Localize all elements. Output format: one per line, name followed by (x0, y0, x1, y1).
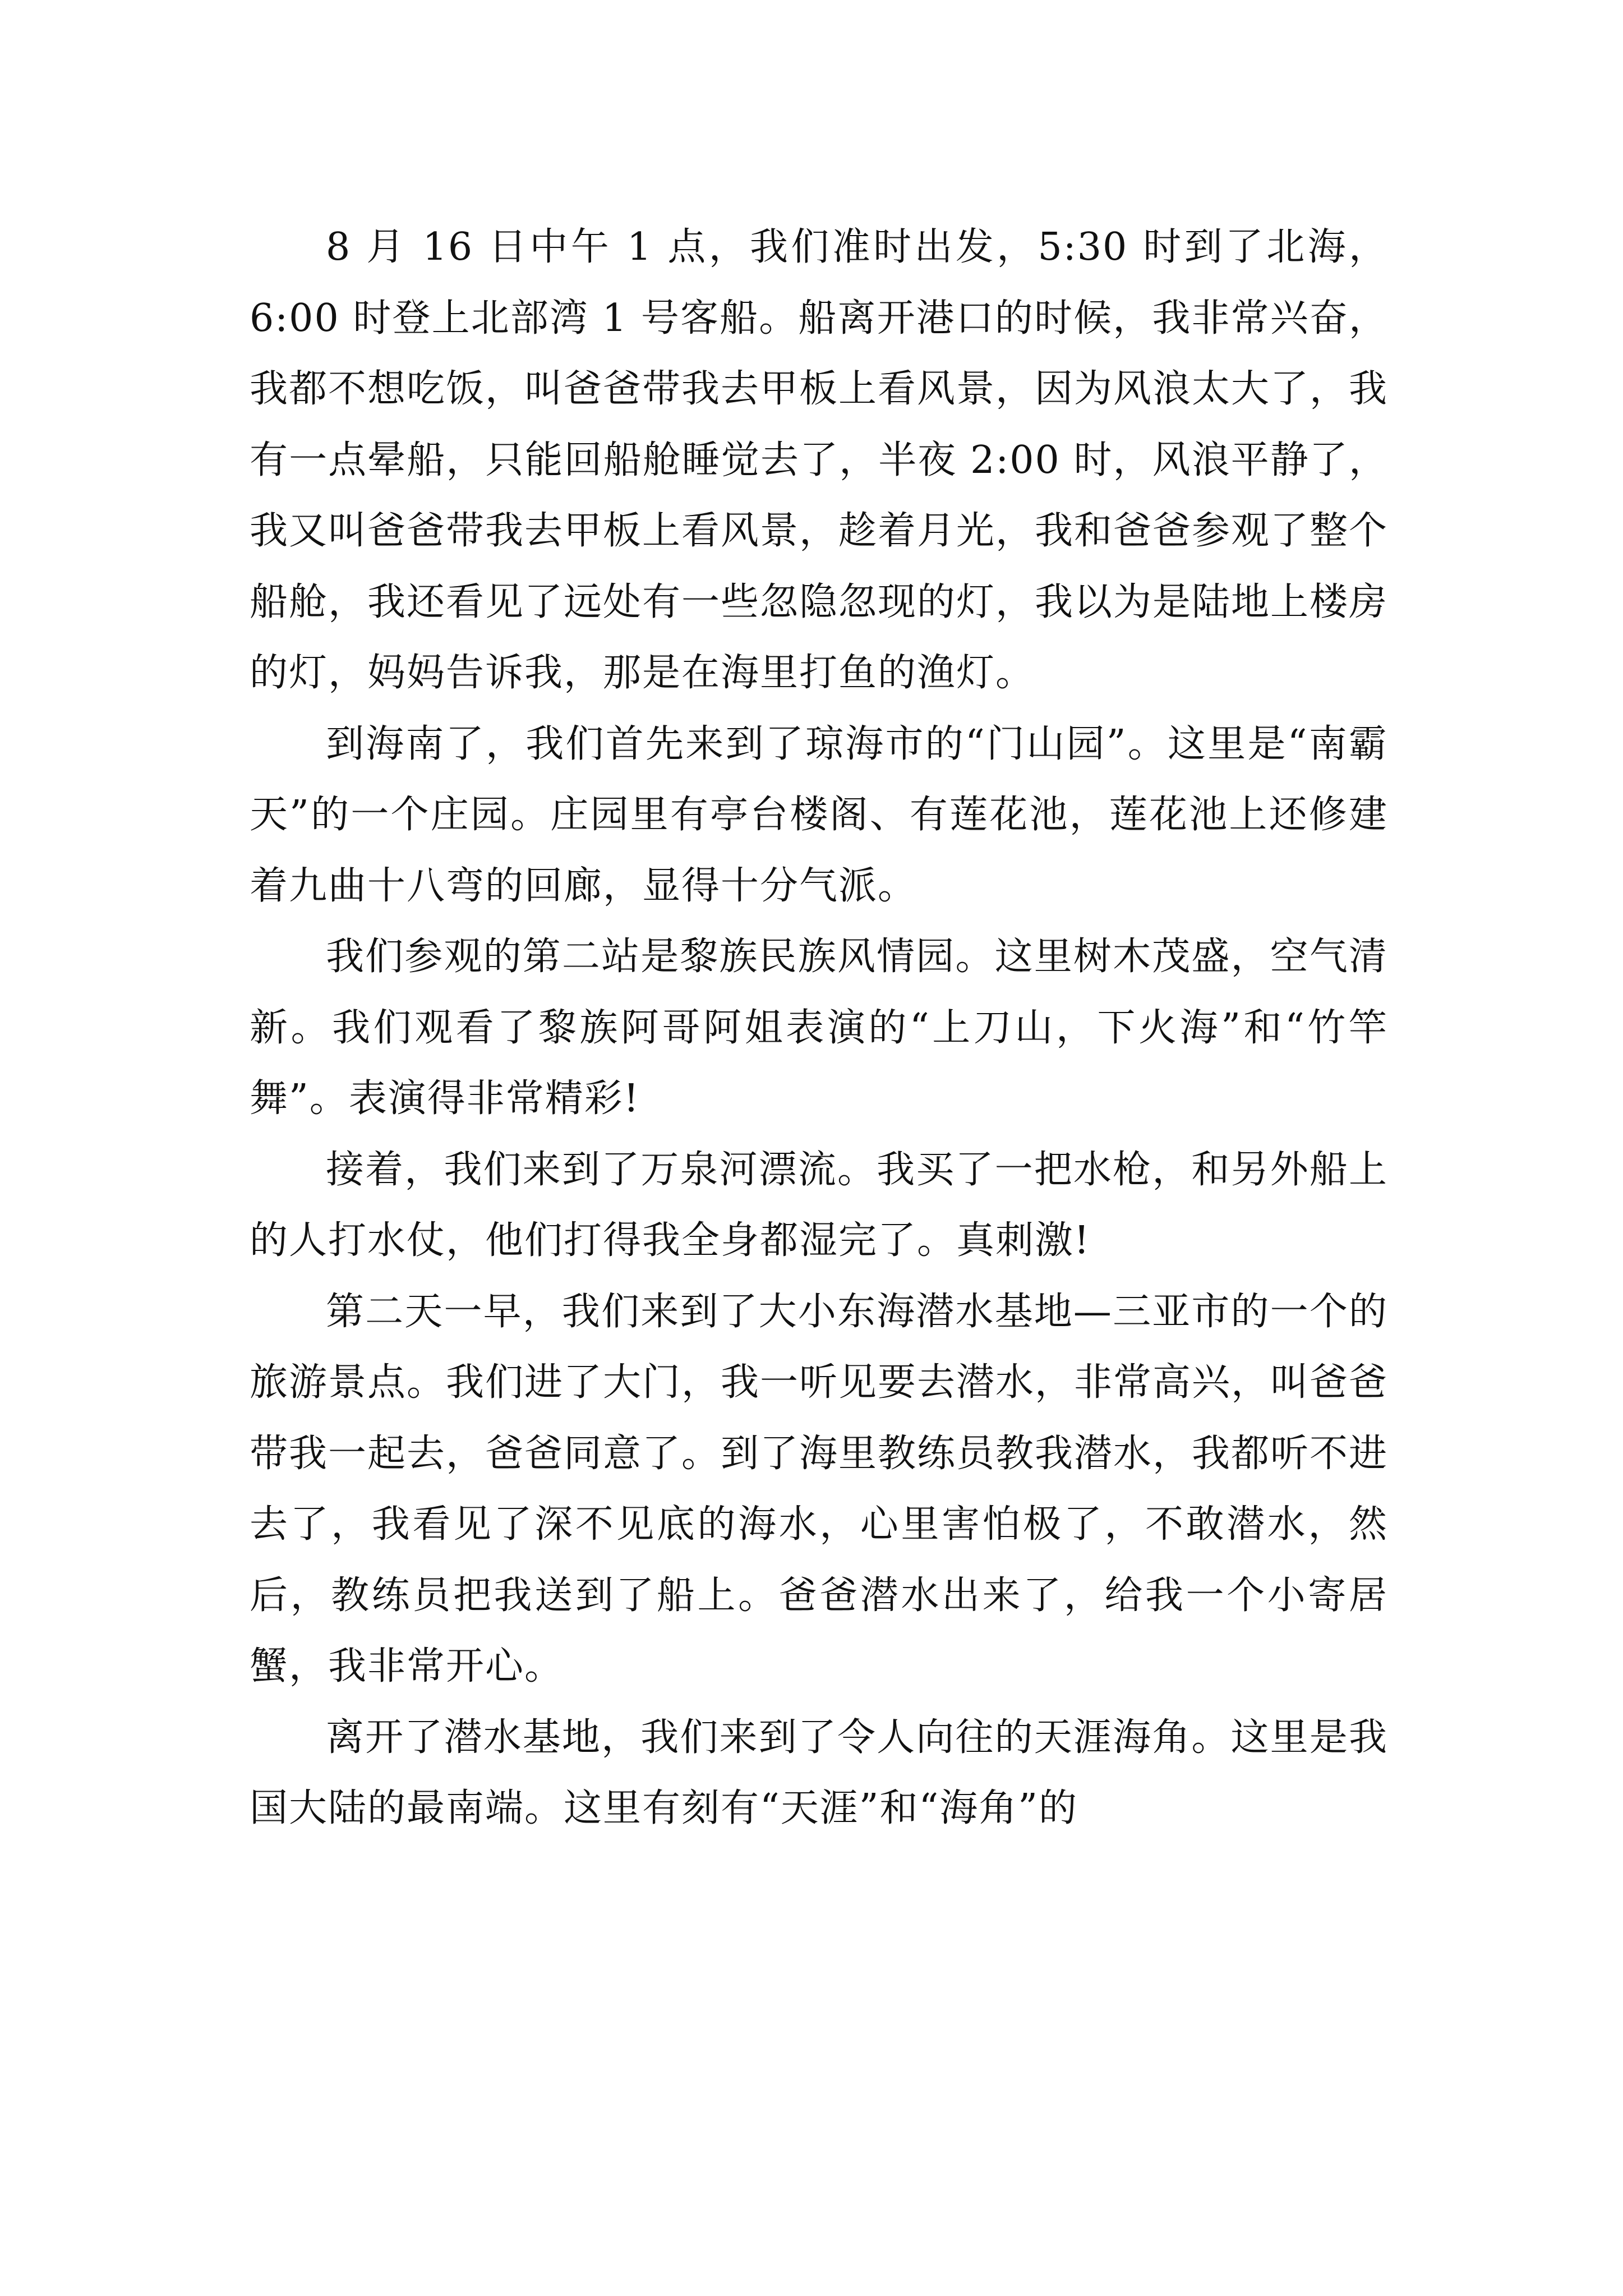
document-body (250, 212, 1388, 1844)
paragraph-3: 我们参观的第二站是黎族民族风情园。这里树木茂盛，空气清新。我们观看了黎族阿哥阿姐表演的“上刀山，下火海”和“竹竿舞”。表演得非常精彩! (250, 935, 1388, 1121)
paragraph-2: 到海南了，我们首先来到了琼海市的“门山园”。这里是“南霸天”的一个庄园。庄园里有亭台楼阁、有莲花池，莲花池上还修建着九曲十八弯的回廊，显得十分气派。 (250, 721, 1388, 908)
paragraph-4: 接着，我们来到了万泉河漂流。我买了一把水枪，和另外船上的人打水仗，他们打得我全身都湿完了。真刺激! (250, 1147, 1388, 1263)
paragraph-6: 离开了潜水基地，我们来到了令人向往的天涯海角。这里是我国大陆的最南端。这里有刻有“天涯”和“海角”的 (250, 1715, 1388, 1830)
paragraph-1: 8 月 16 日中午 1 点，我们准时出发，5:30 时到了北海，6:00 时登上北部湾 1 号客船。船离开港口的时候，我非常兴奋，我都不想吃饭，叫爸爸带我去甲板上看风景，因为风浪太大了，我有一点晕船，只能回船舱睡觉去了，半夜 2:00 时，风浪平静了，我又叫爸爸带我去甲板上看风景，趁着月光，我和爸爸参观了整个船舱，我还看见了远处有一些忽隐忽现的灯，我以为是陆地上楼房的灯，妈妈告诉我，那是在海里打鱼的渔灯。 (250, 225, 1389, 695)
paragraph-5: 第二天一早，我们来到了大小东海潜水基地—三亚市的一个的旅游景点。我们进了大门，我一听见要去潜水，非常高兴，叫爸爸带我一起去，爸爸同意了。到了海里教练员教我潜水，我都听不进去了，我看见了深不见底的海水，心里害怕极了，不敢潜水，然后，教练员把我送到了船上。爸爸潜水出来了，给我一个小寄居蟹，我非常开心。 (250, 1289, 1389, 1688)
